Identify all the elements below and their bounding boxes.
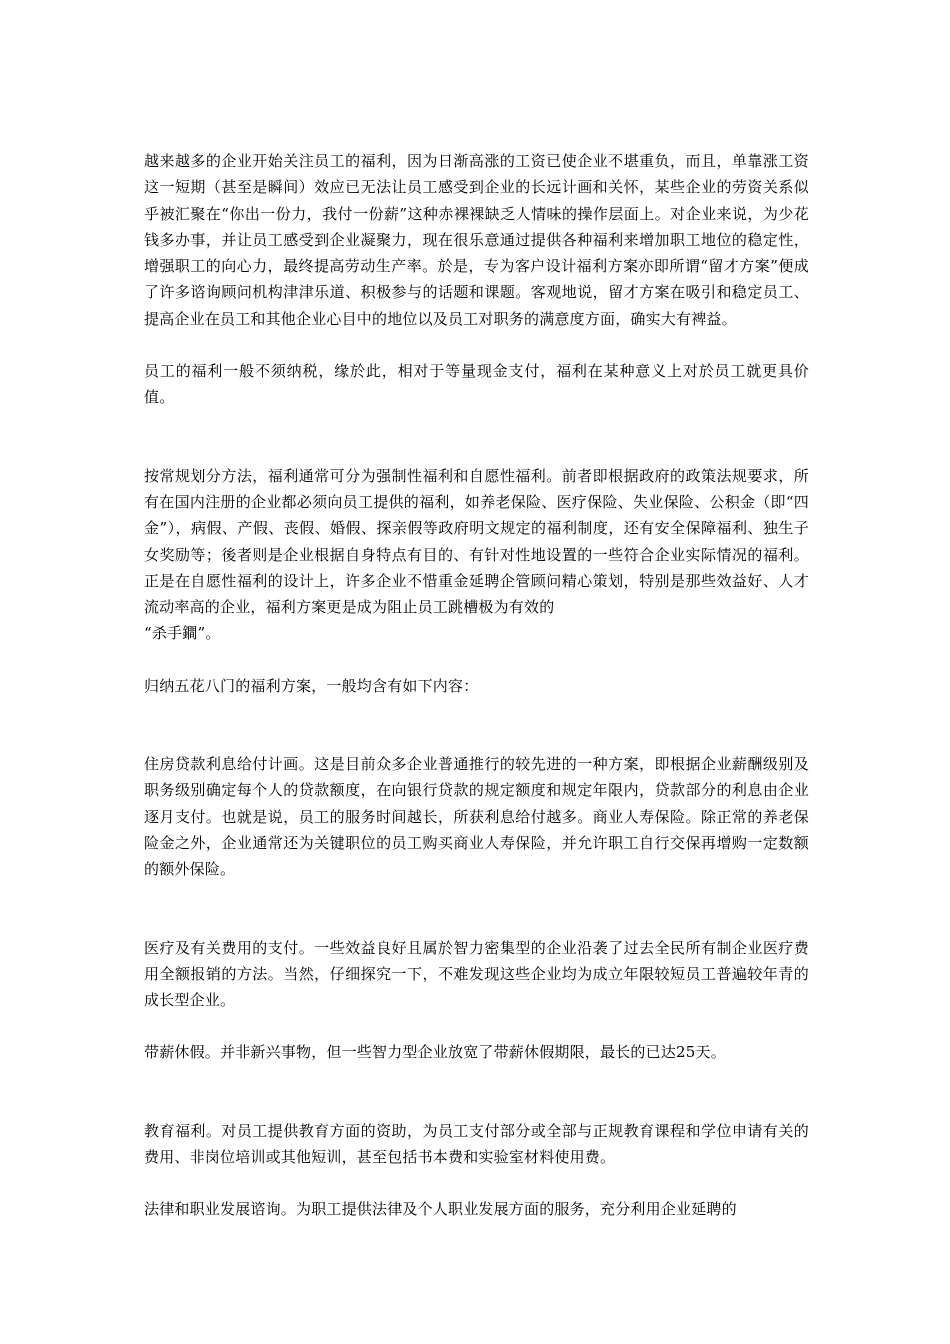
paragraph-medical: 医疗及有关费用的支付。一些效益良好且属於智力密集型的企业沿袭了过去全民所有制企业医疗费用全额报销的方法。当然，仔细探究一下，不难发现这些企业均为成立年限较短员工普遍较年青的成长型企业。 [144,938,809,1010]
paragraph-legal-career: 法律和职业发展谘询。为职工提供法律及个人职业发展方面的服务，充分利用企业延聘的 [144,1200,737,1219]
paragraph-tax-exempt: 员工的福利一般不须纳税，缘於此，相对于等量现金支付，福利在某种意义上对於员工就更具价值。 [144,362,809,407]
paragraph-intro: 越来越多的企业开始关注员工的福利，因为日渐高涨的工资已使企业不堪重负，而且，单靠涨工资这一短期（甚至是瞬间）效应已无法让员工感受到企业的长远计画和关怀，某些企业的劳资关系似乎被汇聚在“你出一份力，我付一份薪”这种赤裸裸缺乏人情味的操作层面上。对企业来说，为少花钱多办事，并让员工感受到企业凝聚力，现在很乐意通过提供各种福利来增加职工地位的稳定性，增强职工的向心力，最终提高劳动生产率。於是，专为客户设计福利方案亦即所谓“留才方案”便成了许多谘询顾问机构津津乐道、积极参与的话题和课题。客观地说，留才方案在吸引和稳定员工、提高企业在员工和其他企业心目中的地位以及员工对职务的满意度方面，确实大有裨益。 [144,152,809,328]
paragraph-education: 教育福利。对员工提供教育方面的资助，为员工支付部分或全部与正规教育课程和学位申请有关的费用、非岗位培训或其他短训，甚至包括书本费和实验室材料使用费。 [144,1121,809,1167]
document-body [144,148,809,1223]
paragraph-housing-loan: 住房贷款利息给付计画。这是目前众多企业普通推行的较先进的一种方案，即根据企业薪酬级别及职务级别确定每个人的贷款额度，在向银行贷款的规定额度和规定年限内，贷款部分的利息由企业逐月支付。也就是说，员工的服务时间越长，所获利息给付越多。商业人寿保险。除正常的养老保险金之外，企业通常还为关键职位的员工购买商业人寿保险，并允许职工自行交保再增购一定数额的额外保险。 [144,755,809,879]
paragraph-classification: 按常规划分方法，福利通常可分为强制性福利和自愿性福利。前者即根据政府的政策法规要求，所有在国内注册的企业都必须向员工提供的福利，如养老保险、医疗保险、失业保险、公积金（即“四金”），病假、产假、丧假、婚假、探亲假等政府明文规定的福利制度，还有安全保障福利、独生子女奖励等；後者则是企业根据自身特点有目的、有针对性地设置的一些符合企业实际情况的福利。正是在自愿性福利的设计上，许多企业不惜重金延聘企管顾问精心策划，特别是那些效益好、人才流动率高的企业，福利方案更是成为阻止员工跳槽极为有效的 “杀手鐧”。 [144,466,809,643]
paragraph-summary-intro: 归纳五花八门的福利方案，一般均含有如下内容： [144,676,479,695]
paragraph-paid-leave: 带薪休假。并非新兴事物，但一些智力型企业放宽了带薪休假期限，最长的已达25天。 [144,1043,726,1062]
